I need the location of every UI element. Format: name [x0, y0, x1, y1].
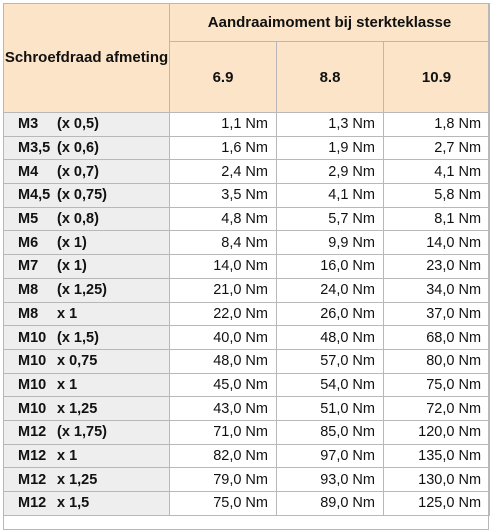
torque-6-9: 1,1 Nm [170, 113, 277, 137]
thread-pitch: x 1 [57, 305, 78, 322]
thread-size-header: Schroefdraad afmeting [4, 4, 170, 113]
torque-8-8: 4,1 Nm [277, 184, 384, 208]
torque-10-9: 34,0 Nm [384, 278, 490, 302]
torque-6-9: 4,8 Nm [170, 207, 277, 231]
thread-pitch: (x 0,6) [57, 140, 99, 157]
thread-pitch: x 0,75 [57, 353, 98, 370]
torque-6-9: 82,0 Nm [170, 444, 277, 468]
torque-6-9: 71,0 Nm [170, 420, 277, 444]
torque-6-9: 1,6 Nm [170, 136, 277, 160]
thread-pitch: (x 0,7) [57, 163, 99, 180]
torque-8-8: 54,0 Nm [277, 373, 384, 397]
torque-8-8: 51,0 Nm [277, 397, 384, 421]
thread-size: M12 [18, 471, 47, 488]
thread-pitch: x 1 [57, 376, 78, 393]
thread-size: M3,5 [18, 140, 51, 157]
torque-8-8: 85,0 Nm [277, 420, 384, 444]
thread-pitch: (x 1) [57, 258, 87, 275]
torque-10-9: 135,0 Nm [384, 444, 490, 468]
torque-10-9: 125,0 Nm [384, 492, 490, 516]
torque-6-9: 43,0 Nm [170, 397, 277, 421]
thread-size: M4 [18, 163, 39, 180]
thread-pitch: x 1,5 [57, 495, 90, 512]
thread-size: M12 [18, 495, 47, 512]
thread-pitch: (x 0,5) [57, 116, 99, 133]
thread-pitch: x 1,25 [57, 400, 98, 417]
thread-pitch: (x 1,25) [57, 282, 107, 299]
torque-6-9: 48,0 Nm [170, 349, 277, 373]
torque-6-9: 79,0 Nm [170, 468, 277, 492]
torque-8-8: 26,0 Nm [277, 302, 384, 326]
torque-8-8: 9,9 Nm [277, 231, 384, 255]
torque-group-header: Aandraaimoment bij sterkteklasse [170, 4, 490, 42]
torque-10-9: 120,0 Nm [384, 420, 490, 444]
thread-size: M12 [18, 447, 47, 464]
torque-10-9: 23,0 Nm [384, 255, 490, 279]
torque-8-8: 24,0 Nm [277, 278, 384, 302]
torque-8-8: 97,0 Nm [277, 444, 384, 468]
thread-size: M10 [18, 353, 47, 370]
torque-6-9: 21,0 Nm [170, 278, 277, 302]
torque-8-8: 5,7 Nm [277, 207, 384, 231]
torque-table-container [3, 3, 489, 530]
torque-10-9: 80,0 Nm [384, 349, 490, 373]
thread-size: M5 [18, 211, 39, 228]
thread-size: M7 [18, 258, 39, 275]
torque-10-9: 75,0 Nm [384, 373, 490, 397]
table-outer-border [3, 3, 489, 530]
torque-8-8: 89,0 Nm [277, 492, 384, 516]
thread-pitch: x 1,25 [57, 471, 98, 488]
torque-8-8: 1,9 Nm [277, 136, 384, 160]
torque-6-9: 14,0 Nm [170, 255, 277, 279]
torque-10-9: 1,8 Nm [384, 113, 490, 137]
thread-size: M8 [18, 282, 39, 299]
torque-10-9: 14,0 Nm [384, 231, 490, 255]
torque-8-8: 57,0 Nm [277, 349, 384, 373]
thread-size: M4,5 [18, 187, 51, 204]
thread-size: M12 [18, 424, 47, 441]
torque-10-9: 4,1 Nm [384, 160, 490, 184]
torque-6-9: 3,5 Nm [170, 184, 277, 208]
thread-pitch: (x 0,75) [57, 187, 107, 204]
torque-6-9: 40,0 Nm [170, 326, 277, 350]
class-header-6-9: 6.9 [170, 42, 277, 113]
torque-8-8: 93,0 Nm [277, 468, 384, 492]
torque-10-9: 72,0 Nm [384, 397, 490, 421]
thread-pitch: (x 0,8) [57, 211, 99, 228]
torque-10-9: 2,7 Nm [384, 136, 490, 160]
thread-pitch: x 1 [57, 447, 78, 464]
thread-size: M8 [18, 305, 39, 322]
thread-pitch: (x 1) [57, 234, 87, 251]
torque-6-9: 8,4 Nm [170, 231, 277, 255]
thread-size: M10 [18, 329, 47, 346]
torque-10-9: 5,8 Nm [384, 184, 490, 208]
thread-size: M10 [18, 400, 47, 417]
class-header-8-8: 8.8 [277, 42, 384, 113]
thread-size: M10 [18, 376, 47, 393]
torque-6-9: 45,0 Nm [170, 373, 277, 397]
torque-10-9: 68,0 Nm [384, 326, 490, 350]
torque-10-9: 37,0 Nm [384, 302, 490, 326]
torque-10-9: 130,0 Nm [384, 468, 490, 492]
torque-8-8: 48,0 Nm [277, 326, 384, 350]
torque-6-9: 22,0 Nm [170, 302, 277, 326]
thread-pitch: (x 1,75) [57, 424, 107, 441]
thread-pitch: (x 1,5) [57, 329, 99, 346]
torque-6-9: 75,0 Nm [170, 492, 277, 516]
torque-8-8: 2,9 Nm [277, 160, 384, 184]
thread-size: M6 [18, 234, 39, 251]
thread-size: M3 [18, 116, 39, 133]
torque-8-8: 16,0 Nm [277, 255, 384, 279]
torque-6-9: 2,4 Nm [170, 160, 277, 184]
class-header-10-9: 10.9 [384, 42, 490, 113]
torque-8-8: 1,3 Nm [277, 113, 384, 137]
torque-10-9: 8,1 Nm [384, 207, 490, 231]
